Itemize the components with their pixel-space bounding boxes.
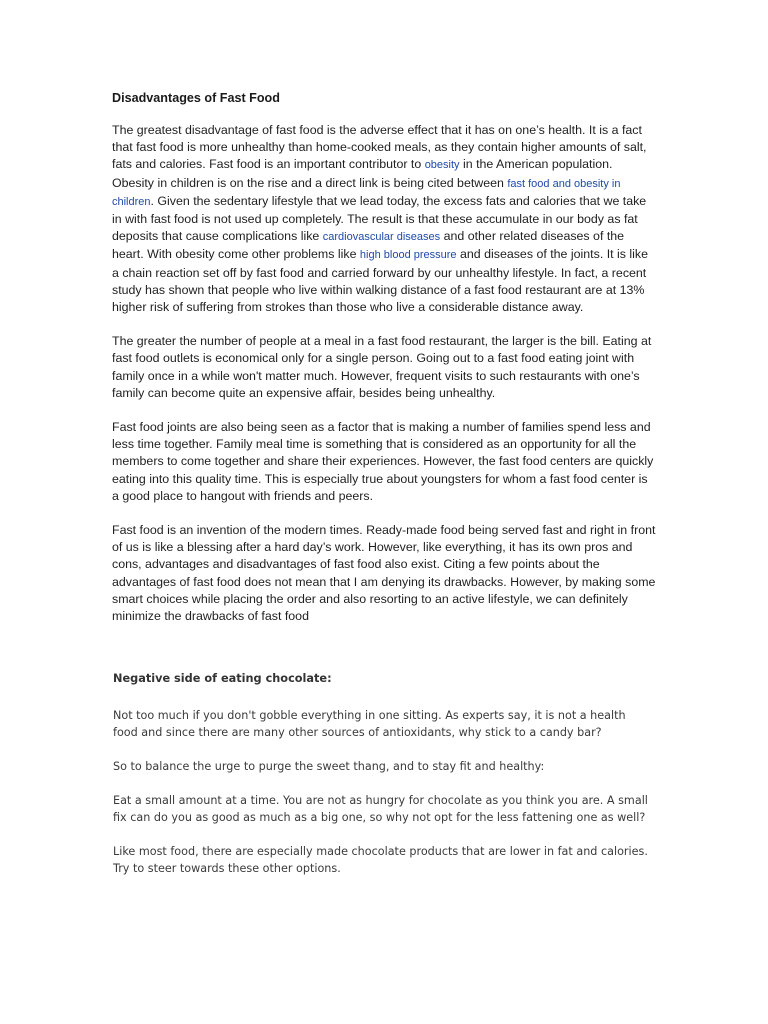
fast-food-obesity-children-link[interactable]: fast food and obesity in children	[112, 177, 621, 208]
fast-food-heading: Disadvantages of Fast Food	[112, 91, 280, 105]
high-blood-pressure-link[interactable]: high blood pressure	[359, 249, 457, 262]
chocolate-paragraph-3: Eat a small amount at a time. You are not as hungry for chocolate as you think you are. A small fix can do you as good as much as a big one, so why not opt for the less fattening one as well?	[113, 794, 648, 824]
fast-food-paragraph-2: The greater the number of people at a meal in a fast food restaurant, the larger is the bill. Eating at fast food outlets is economical only for a single person. Going out to a fast food eating joint with family once in a while won't matter much. However, frequent visits to such restaurants with one’s family can become quite an expensive affair, besides being unhealthy.	[112, 334, 652, 400]
chocolate-paragraph-4: Like most food, there are especially made chocolate products that are lower in fat and calories. Try to steer towards these other options.	[113, 845, 648, 875]
obesity-link[interactable]: obesity	[424, 159, 460, 172]
fast-food-paragraph-1	[112, 122, 657, 316]
paragraph-text: and diseases of the joints. It is like a chain reaction set off by fast food and carried forward by our unhealthy lifestyle. In fact, a recent study has shown that people who live within walking distance of a fast food restaurant are at 13% higher risk of suffering from strokes than those who live a considerable distance away.	[112, 247, 649, 315]
chocolate-heading: Negative side of eating chocolate:	[113, 672, 332, 685]
cardiovascular-diseases-link[interactable]: cardiovascular diseases	[322, 231, 441, 244]
chocolate-paragraph-1: Not too much if you don't gobble everything in one sitting. As experts say, it is not a health food and since there are many other sources of antioxidants, why stick to a candy bar?	[113, 709, 626, 739]
fast-food-paragraph-4: Fast food is an invention of the modern times. Ready-made food being served fast and right in front of us is like a blessing after a hard day’s work. However, like everything, it has its own pros and cons, advantages and disadvantages of fast food also exist. Citing a few points about the advantages of fast food does not mean that I am denying its drawbacks. However, by making some smart choices while placing the order and also resorting to an active lifestyle, we can definitely minimize the drawbacks of fast food	[112, 523, 656, 624]
fast-food-section	[112, 90, 657, 642]
paragraph-text: and other related diseases of the heart. With obesity come other problems like	[112, 229, 625, 262]
chocolate-paragraph-2: So to balance the urge to purge the sweet thang, and to stay fit and healthy:	[113, 760, 545, 773]
fast-food-paragraph-3: Fast food joints are also being seen as a factor that is making a number of families spend less and less time together. Family meal time is something that is considered as an opportunity for all the members to come together and share their experiences. However, the fast food centers are quickly eating into this quality time. This is especially true about youngsters for whom a fast food center is a good place to hangout with friends and peers.	[112, 420, 654, 503]
paragraph-text: . Given the sedentary lifestyle that we lead today, the excess fats and calories that we take in with fast food is not used up completely. The result is that these accumulate in our body as fat deposits that cause complications like	[112, 193, 647, 244]
paragraph-text: The greatest disadvantage of fast food is the adverse effect that it has on one’s health. It is a fact that fast food is more unhealthy than home-cooked meals, as they contain higher amounts of salt, fats and calories. Fast food is an important contributor to	[112, 123, 647, 172]
chocolate-section	[113, 670, 653, 894]
paragraph-text: in the American population. Obesity in children is on the rise and a direct link is being cited between	[112, 157, 613, 190]
